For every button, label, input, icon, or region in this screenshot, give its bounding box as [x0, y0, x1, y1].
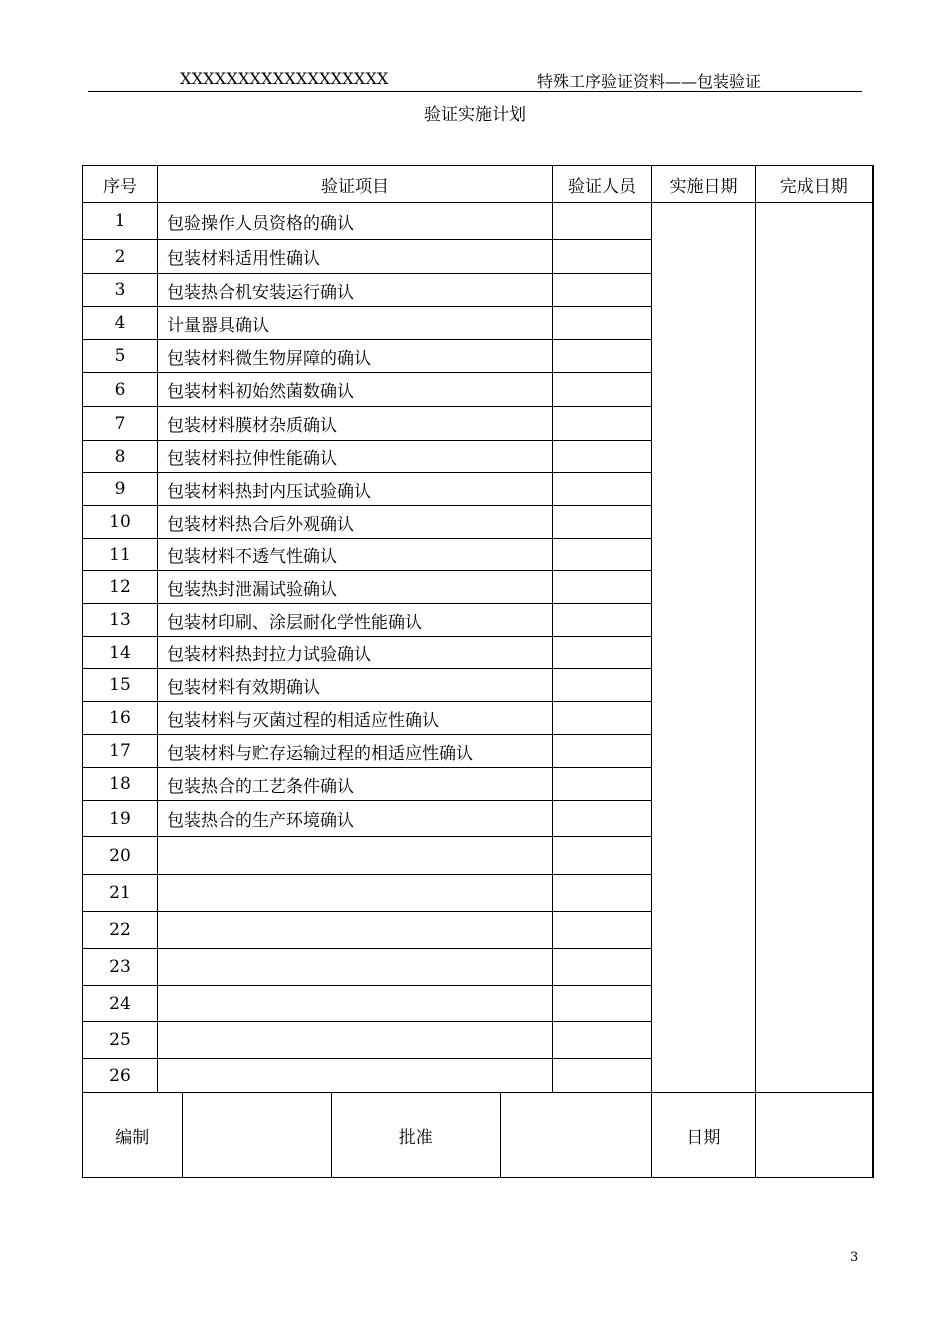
verification-item-cell	[158, 986, 553, 1022]
verifier-cell	[553, 637, 652, 669]
verifier-cell	[553, 768, 652, 801]
verification-item-cell: 包装材料有效期确认	[158, 669, 553, 702]
signature-block	[83, 1093, 873, 1178]
table-header-row	[83, 166, 873, 203]
verifier-cell	[553, 506, 652, 539]
verifier-cell	[553, 912, 652, 949]
verifier-cell	[553, 1022, 652, 1059]
verifier-cell	[553, 837, 652, 875]
prepared-by-field	[182, 1093, 331, 1177]
verification-item-cell	[158, 837, 553, 875]
finish-date-cell	[756, 203, 873, 1093]
row-number: 2	[83, 240, 158, 274]
column-header-start-date: 实施日期	[652, 166, 756, 203]
verifier-cell	[553, 340, 652, 373]
column-header-item: 验证项目	[158, 166, 553, 203]
row-number: 18	[83, 768, 158, 801]
date-field	[755, 1093, 871, 1177]
row-number: 1	[83, 203, 158, 240]
verifier-cell	[553, 407, 652, 441]
verifier-cell	[553, 875, 652, 912]
row-number: 6	[83, 373, 158, 407]
page-number: 3	[850, 1250, 859, 1265]
verification-item-cell: 包装热合的工艺条件确认	[158, 768, 553, 801]
row-number: 10	[83, 506, 158, 539]
verification-item-cell: 包装材印刷、涂层耐化学性能确认	[158, 604, 553, 637]
verification-item-cell	[158, 1059, 553, 1093]
verification-item-cell: 包验操作人员资格的确认	[158, 203, 553, 240]
row-number: 7	[83, 407, 158, 441]
verification-item-cell: 包装材料膜材杂质确认	[158, 407, 553, 441]
verification-item-cell: 计量器具确认	[158, 307, 553, 340]
date-label: 日期	[651, 1093, 755, 1177]
table-row	[83, 203, 873, 240]
row-number: 26	[83, 1059, 158, 1093]
verifier-cell	[553, 307, 652, 340]
verification-item-cell: 包装材料初始然菌数确认	[158, 373, 553, 407]
row-number: 12	[83, 571, 158, 604]
row-number: 5	[83, 340, 158, 373]
prepared-by-label: 编制	[83, 1093, 182, 1177]
column-header-verifier: 验证人员	[553, 166, 652, 203]
row-number: 24	[83, 986, 158, 1022]
verification-item-cell: 包装材料热封拉力试验确认	[158, 637, 553, 669]
verifier-cell	[553, 986, 652, 1022]
verification-item-cell: 包装热封泄漏试验确认	[158, 571, 553, 604]
verifier-cell	[553, 571, 652, 604]
start-date-cell	[652, 203, 756, 1093]
verification-item-cell: 包装材料热封内压试验确认	[158, 473, 553, 506]
signature-row	[83, 1093, 873, 1178]
verifier-cell	[553, 274, 652, 307]
verifier-cell	[553, 735, 652, 768]
verification-item-cell	[158, 912, 553, 949]
verifier-cell	[553, 539, 652, 571]
row-number: 17	[83, 735, 158, 768]
verifier-cell	[553, 1059, 652, 1093]
column-header-seq: 序号	[83, 166, 158, 203]
verifier-cell	[553, 203, 652, 240]
verifier-cell	[553, 669, 652, 702]
verification-item-cell: 包装材料微生物屏障的确认	[158, 340, 553, 373]
row-number: 20	[83, 837, 158, 875]
verifier-cell	[553, 473, 652, 506]
verification-item-cell: 包装材料拉伸性能确认	[158, 441, 553, 473]
verifier-cell	[553, 604, 652, 637]
row-number: 21	[83, 875, 158, 912]
page-title: 验证实施计划	[424, 105, 526, 125]
verification-item-cell: 包装材料适用性确认	[158, 240, 553, 274]
row-number: 25	[83, 1022, 158, 1059]
verifier-cell	[553, 801, 652, 837]
header-right-text: 特殊工序验证资料——包装验证	[537, 72, 762, 91]
row-number: 9	[83, 473, 158, 506]
verification-item-cell: 包装热合机安装运行确认	[158, 274, 553, 307]
row-number: 14	[83, 637, 158, 669]
approved-by-label: 批准	[331, 1093, 500, 1177]
verifier-cell	[553, 702, 652, 735]
verification-item-cell: 包装材料与灭菌过程的相适应性确认	[158, 702, 553, 735]
header-rule	[88, 91, 862, 92]
verification-item-cell: 包装材料不透气性确认	[158, 539, 553, 571]
verifier-cell	[553, 949, 652, 986]
row-number: 4	[83, 307, 158, 340]
verifier-cell	[553, 373, 652, 407]
row-number: 3	[83, 274, 158, 307]
verification-plan-table	[82, 165, 874, 1178]
row-number: 23	[83, 949, 158, 986]
approved-by-field	[500, 1093, 651, 1177]
row-number: 22	[83, 912, 158, 949]
header-left-text: XXXXXXXXXXXXXXXXXX	[180, 69, 389, 88]
verification-item-cell: 包装热合的生产环境确认	[158, 801, 553, 837]
row-number: 11	[83, 539, 158, 571]
row-number: 19	[83, 801, 158, 837]
verification-item-cell	[158, 875, 553, 912]
verification-item-cell	[158, 949, 553, 986]
verification-item-cell: 包装材料热合后外观确认	[158, 506, 553, 539]
verification-item-cell	[158, 1022, 553, 1059]
row-number: 8	[83, 441, 158, 473]
verifier-cell	[553, 441, 652, 473]
column-header-finish-date: 完成日期	[756, 166, 873, 203]
row-number: 16	[83, 702, 158, 735]
verification-item-cell: 包装材料与贮存运输过程的相适应性确认	[158, 735, 553, 768]
row-number: 13	[83, 604, 158, 637]
row-number: 15	[83, 669, 158, 702]
verifier-cell	[553, 240, 652, 274]
